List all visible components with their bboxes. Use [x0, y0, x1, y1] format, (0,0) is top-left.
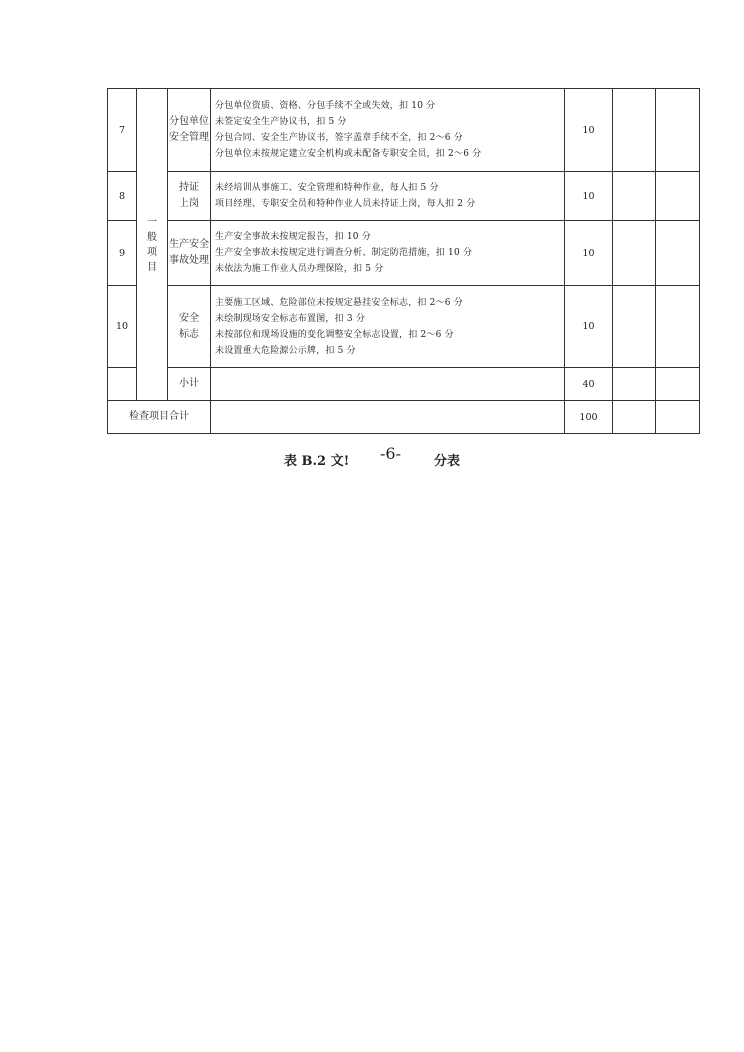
standard-line: 主要施工区域、危险部位未按规定悬挂安全标志，扣 2～6 分 [215, 297, 463, 308]
deduction-standards [211, 368, 565, 401]
category-label: 一般项目 [147, 216, 157, 273]
deducted-score-cell [613, 89, 656, 172]
due-score: 10 [565, 221, 613, 286]
deducted-score-cell [613, 401, 656, 434]
caption-suffix: 分表 [434, 454, 461, 469]
check-item-label: 分包单位安全管理 [169, 116, 209, 143]
table-row [108, 89, 700, 172]
standard-line: 未经培训从事施工、安全管理和特种作业，每人扣 5 分 [215, 183, 439, 193]
actual-score-cell [656, 368, 700, 401]
check-item-label: 安全标志 [179, 312, 199, 340]
total-score: 100 [565, 401, 613, 434]
actual-score-cell [656, 221, 700, 286]
standard-line: 分包合同、安全生产协议书，签字盖章手续不全，扣 2～6 分 [215, 133, 463, 143]
total-row [108, 401, 700, 434]
standard-line: 未按部位和现场设施的变化调整安全标志设置，扣 2～6 分 [215, 329, 454, 340]
deduction-standards [211, 172, 565, 221]
deducted-score-cell [613, 221, 656, 286]
standard-line: 未绘制现场安全标志布置图，扣 3 分 [215, 313, 366, 324]
category-cell [137, 89, 168, 401]
standard-line: 分包单位资质、资格、分包手续不全或失效，扣 10 分 [215, 101, 436, 111]
subtotal-score: 40 [565, 368, 613, 401]
due-score: 10 [565, 172, 613, 221]
total-label: 检查项目合计 [108, 401, 211, 434]
check-item-label: 持证上岗 [179, 182, 199, 209]
row-number [108, 368, 137, 401]
row-number: 9 [108, 221, 137, 286]
deduction-standards [211, 89, 565, 172]
check-item [168, 286, 211, 368]
actual-score-cell [656, 401, 700, 434]
due-score: 10 [565, 89, 613, 172]
table-row [108, 286, 700, 368]
row-number: 10 [108, 286, 137, 368]
subtotal-label: 小计 [168, 368, 211, 401]
check-item-label: 生产安全事故处理 [169, 239, 209, 266]
page-number: -6- [380, 444, 401, 463]
standard-line: 分包单位未按规定建立安全机构或未配备专职安全员，扣 2～6 分 [215, 149, 482, 159]
subtotal-row [108, 368, 700, 401]
check-item [168, 172, 211, 221]
inspection-score-table [107, 88, 700, 434]
actual-score-cell [656, 172, 700, 221]
standard-line: 生产安全事故未按规定报告，扣 10 分 [215, 232, 371, 242]
standard-line: 未签定安全生产协议书，扣 5 分 [215, 117, 347, 127]
table-caption [0, 444, 744, 468]
deduction-standards [211, 286, 565, 368]
table-row [108, 221, 700, 286]
actual-score-cell [656, 89, 700, 172]
standard-line: 未依法为施工作业人员办理保险，扣 5 分 [215, 264, 384, 274]
row-number: 8 [108, 172, 137, 221]
row-number: 7 [108, 89, 137, 172]
table-row [108, 172, 700, 221]
standard-line: 生产安全事故未按规定进行调查分析、制定防范措施，扣 10 分 [215, 248, 473, 258]
actual-score-cell [656, 286, 700, 368]
deduction-standards [211, 401, 565, 434]
deducted-score-cell [613, 172, 656, 221]
check-item [168, 89, 211, 172]
deducted-score-cell [613, 286, 656, 368]
caption-title: 表 B.2 文! [284, 454, 350, 469]
check-item [168, 221, 211, 286]
standard-line: 项目经理、专职安全员和特种作业人员未持证上岗，每人扣 2 分 [215, 199, 476, 209]
deducted-score-cell [613, 368, 656, 401]
due-score: 10 [565, 286, 613, 368]
standard-line: 未设置重大危险源公示牌，扣 5 分 [215, 345, 356, 356]
deduction-standards [211, 221, 565, 286]
